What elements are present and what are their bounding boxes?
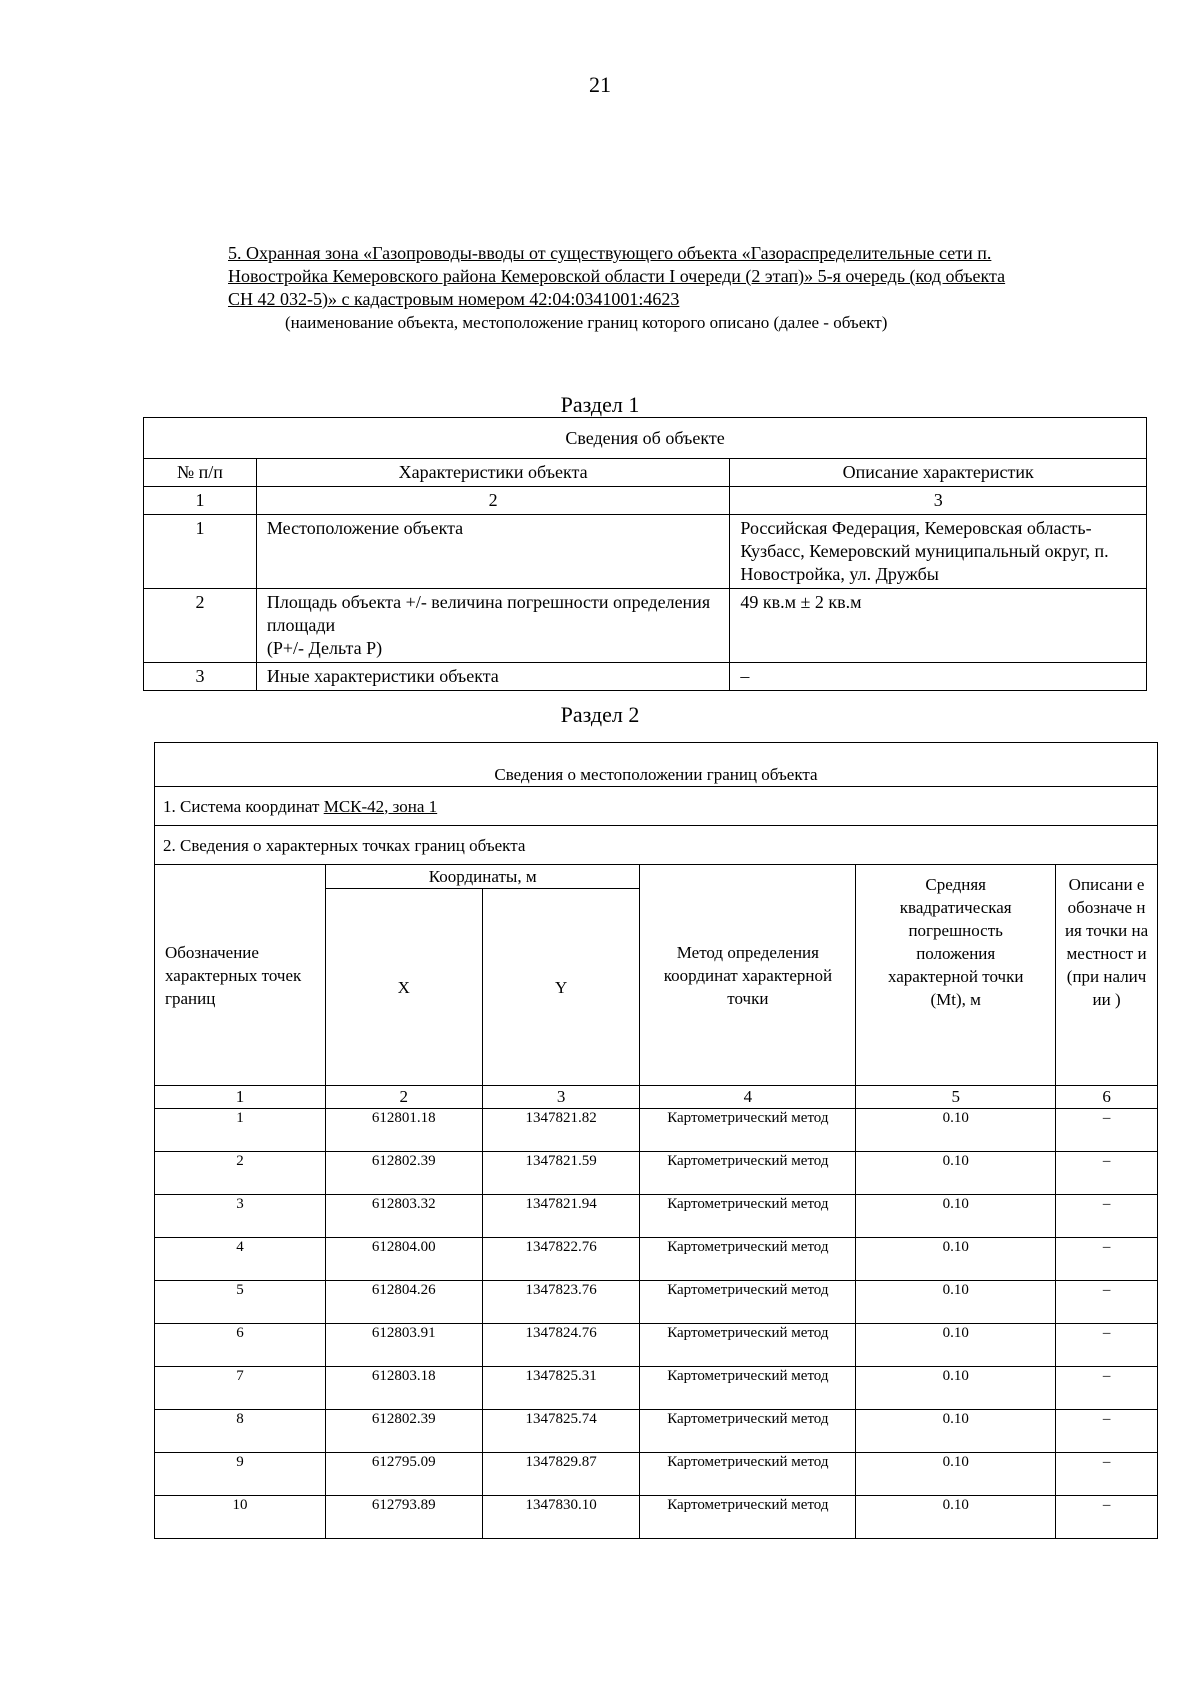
header-description: Описани е обозначе ния точки на местност и (при наличии ) — [1056, 865, 1158, 1086]
table-row — [155, 1109, 1158, 1152]
object-subtitle: (наименование объекта, местоположение границ которого описано (далее - объект) — [285, 313, 888, 332]
point-y: 1347821.94 — [482, 1195, 640, 1238]
col-number: 1 — [144, 487, 257, 515]
section2-table-title: Сведения о местоположении границ объекта — [155, 743, 1158, 787]
row-char: Местоположение объекта — [256, 515, 730, 589]
row-desc: Российская Федерация, Кемеровская область-Кузбасс, Кемеровский муниципальный округ, п. Новостройка, ул. Дружбы — [730, 515, 1147, 589]
point-error: 0.10 — [856, 1367, 1056, 1410]
point-method: Картометрический метод — [640, 1109, 856, 1152]
point-error: 0.10 — [856, 1152, 1056, 1195]
point-y: 1347822.76 — [482, 1238, 640, 1281]
point-x: 612803.18 — [325, 1367, 482, 1410]
point-number: 4 — [155, 1238, 326, 1281]
table-row — [144, 589, 1147, 663]
point-number: 5 — [155, 1281, 326, 1324]
point-x: 612803.91 — [325, 1324, 482, 1367]
col-header-char: Характеристики объекта — [256, 459, 730, 487]
header-coords: Координаты, м — [325, 865, 640, 889]
section1-table-title: Сведения об объекте — [144, 418, 1147, 459]
point-description: – — [1056, 1410, 1158, 1453]
object-title — [228, 242, 1118, 311]
header-error: Средняя квадратическая погрешность положения характерной точки (Mt), м — [856, 865, 1056, 1086]
title-line-1: Охранная зона «Газопроводы-вводы от существующего объекта «Газораспределительные сети п. — [241, 243, 992, 263]
point-method: Картометрический метод — [640, 1195, 856, 1238]
point-error: 0.10 — [856, 1324, 1056, 1367]
point-y: 1347830.10 — [482, 1496, 640, 1539]
table-row — [144, 663, 1147, 691]
point-description: – — [1056, 1238, 1158, 1281]
header-method: Метод определения координат характерной точки — [640, 865, 856, 1086]
coord-system-name: МСК-42, зона 1 — [323, 796, 438, 816]
point-x: 612795.09 — [325, 1453, 482, 1496]
point-y: 1347821.59 — [482, 1152, 640, 1195]
row-char-line2: (P+/- Дельта P) — [266, 638, 383, 658]
coord-system — [155, 787, 1158, 826]
point-y: 1347823.76 — [482, 1281, 640, 1324]
point-method: Картометрический метод — [640, 1238, 856, 1281]
point-number: 7 — [155, 1367, 326, 1410]
point-description: – — [1056, 1367, 1158, 1410]
point-y: 1347825.31 — [482, 1367, 640, 1410]
point-number: 10 — [155, 1496, 326, 1539]
point-y: 1347821.82 — [482, 1109, 640, 1152]
point-number: 2 — [155, 1152, 326, 1195]
point-number: 1 — [155, 1109, 326, 1152]
title-number: 5. — [228, 243, 242, 263]
point-x: 612803.32 — [325, 1195, 482, 1238]
col-number: 1 — [155, 1086, 326, 1109]
point-description: – — [1056, 1496, 1158, 1539]
table-row — [155, 1496, 1158, 1539]
point-number: 8 — [155, 1410, 326, 1453]
table-row — [155, 1453, 1158, 1496]
point-method: Картометрический метод — [640, 1496, 856, 1539]
point-method: Картометрический метод — [640, 1367, 856, 1410]
table-row — [155, 1152, 1158, 1195]
col-number: 3 — [482, 1086, 640, 1109]
title-line-3: СН 42 032-5)» с кадастровым номером 42:04:0341001:4623 — [228, 289, 680, 309]
row-char — [256, 589, 730, 663]
section2-table — [154, 742, 1158, 1539]
table-row — [155, 1238, 1158, 1281]
point-description: – — [1056, 1152, 1158, 1195]
header-x: X — [325, 889, 482, 1086]
points-title: 2. Сведения о характерных точках границ объекта — [155, 826, 1158, 865]
point-x: 612793.89 — [325, 1496, 482, 1539]
section1-table — [143, 417, 1147, 691]
point-number: 6 — [155, 1324, 326, 1367]
point-error: 0.10 — [856, 1410, 1056, 1453]
point-x: 612804.00 — [325, 1238, 482, 1281]
row-desc: – — [730, 663, 1147, 691]
col-header-num: № п/п — [144, 459, 257, 487]
point-description: – — [1056, 1195, 1158, 1238]
point-error: 0.10 — [856, 1453, 1056, 1496]
point-method: Картометрический метод — [640, 1453, 856, 1496]
table-row — [155, 1195, 1158, 1238]
point-error: 0.10 — [856, 1109, 1056, 1152]
point-error: 0.10 — [856, 1238, 1056, 1281]
point-y: 1347825.74 — [482, 1410, 640, 1453]
point-x: 612801.18 — [325, 1109, 482, 1152]
row-char: Иные характеристики объекта — [256, 663, 730, 691]
point-description: – — [1056, 1453, 1158, 1496]
row-num: 3 — [144, 663, 257, 691]
header-y: Y — [482, 889, 640, 1086]
header-designation: Обозначение характерных точек границ — [155, 865, 326, 1086]
point-error: 0.10 — [856, 1496, 1056, 1539]
point-description: – — [1056, 1324, 1158, 1367]
page-number: 21 — [589, 72, 611, 97]
col-number: 3 — [730, 487, 1147, 515]
table-row — [155, 1324, 1158, 1367]
col-number: 2 — [325, 1086, 482, 1109]
col-number: 2 — [256, 487, 730, 515]
section2-heading: Раздел 2 — [560, 702, 640, 727]
coord-system-prefix: 1. Система координат — [163, 796, 324, 816]
col-number: 6 — [1056, 1086, 1158, 1109]
table-row — [155, 1410, 1158, 1453]
title-line-2: Новостройка Кемеровского района Кемеровской области I очереди (2 этап)» 5-я очередь (код объекта — [228, 266, 1006, 286]
point-method: Картометрический метод — [640, 1152, 856, 1195]
point-method: Картометрический метод — [640, 1281, 856, 1324]
point-error: 0.10 — [856, 1195, 1056, 1238]
col-number: 5 — [856, 1086, 1056, 1109]
table-row — [155, 1281, 1158, 1324]
table-row — [155, 1367, 1158, 1410]
point-method: Картометрический метод — [640, 1410, 856, 1453]
point-number: 9 — [155, 1453, 326, 1496]
table-row — [144, 515, 1147, 589]
point-x: 612804.26 — [325, 1281, 482, 1324]
row-char-line1: Площадь объекта +/- величина погрешности определения площади — [266, 592, 711, 635]
point-y: 1347829.87 — [482, 1453, 640, 1496]
point-x: 612802.39 — [325, 1152, 482, 1195]
point-error: 0.10 — [856, 1281, 1056, 1324]
point-y: 1347824.76 — [482, 1324, 640, 1367]
row-num: 2 — [144, 589, 257, 663]
row-desc: 49 кв.м ± 2 кв.м — [730, 589, 1147, 663]
point-description: – — [1056, 1281, 1158, 1324]
point-number: 3 — [155, 1195, 326, 1238]
col-header-desc: Описание характеристик — [730, 459, 1147, 487]
point-x: 612802.39 — [325, 1410, 482, 1453]
point-description: – — [1056, 1109, 1158, 1152]
col-number: 4 — [640, 1086, 856, 1109]
row-num: 1 — [144, 515, 257, 589]
section1-heading: Раздел 1 — [560, 392, 640, 417]
point-method: Картометрический метод — [640, 1324, 856, 1367]
